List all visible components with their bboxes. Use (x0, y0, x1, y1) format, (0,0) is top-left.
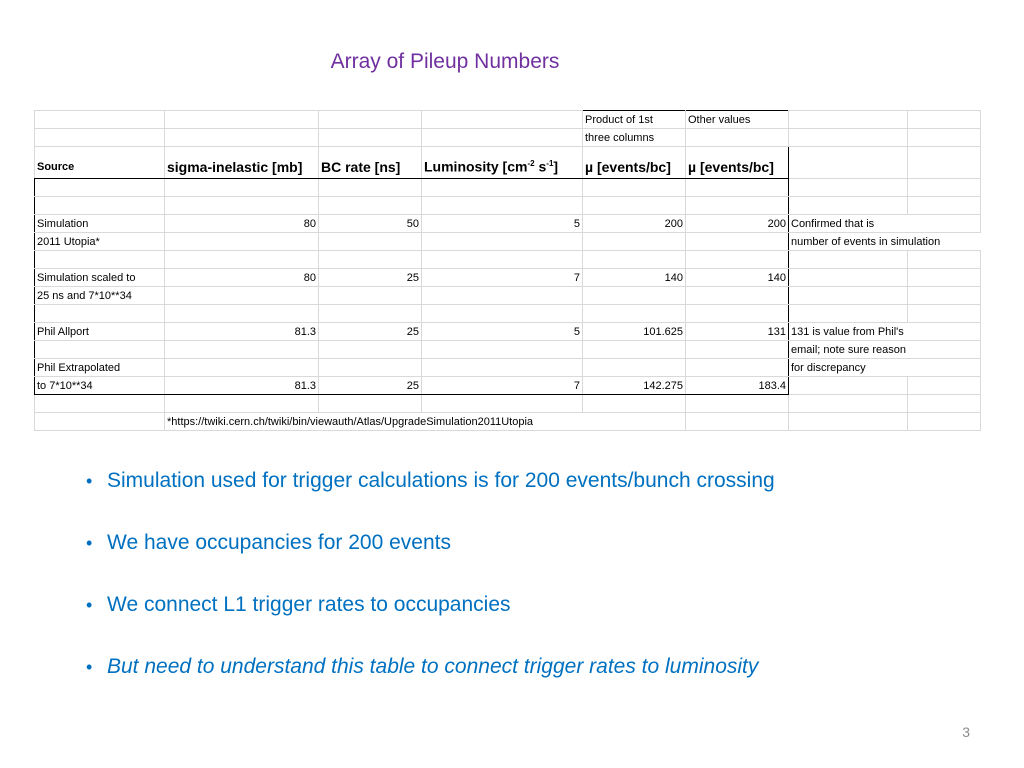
table-row: to 7*10**34 81.3 25 7 142.275 183.4 (35, 377, 981, 395)
pileup-table: Product of 1st Other values three columns Source sigma-inelastic [mb] BC rate [ns] Luminosity [$cm^{-2}$ $s^{-1}$] µ [events/bc] µ [events/bc] Simulation 80 50 5 200 200 Confirmed that is 2011 Utopia* number of events in simulation Simulation scaled to 80 25 7 140 140 25 ns and 7*10**34 Phil Allport 81.3 25 5 101.625 131 131 is value from Phil's email; note sure reason Phil Extrapolated for discrepancy to 7*10**34 81.3 25 7 142.275 183.4 *https://twiki.cern.ch/twiki/bin/viewauth/Atlas/UpgradeSimulation2011Utopia (34, 110, 981, 431)
bullet-list (86, 466, 775, 714)
note-product-1: Product of 1st (583, 111, 686, 129)
bullet-item: • But need to understand this table to connect trigger rates to luminosity (86, 652, 775, 714)
note-product-2: three columns (583, 129, 686, 147)
header-bc-rate: BC rate [ns] (319, 147, 422, 179)
bullet-item: • Simulation used for trigger calculations is for 200 events/bunch crossing (86, 466, 775, 528)
header-mu-other: µ [events/bc] (686, 147, 789, 179)
table-row: 2011 Utopia* number of events in simulation (35, 233, 981, 251)
table-row: Simulation scaled to 80 25 7 140 140 (35, 269, 981, 287)
header-source: Source (35, 147, 165, 179)
table-row: Phil Allport 81.3 25 5 101.625 131 131 is value from Phil's (35, 323, 981, 341)
page-number: 3 (962, 724, 970, 740)
bullet-dot-icon: • (86, 595, 93, 615)
bullet-dot-icon: • (86, 657, 93, 677)
table-row: Simulation 80 50 5 200 200 Confirmed that is (35, 215, 981, 233)
bullet-item: • We have occupancies for 200 events (86, 528, 775, 590)
header-sigma: sigma-inelastic [mb] (165, 147, 319, 179)
bullet-item: • We connect L1 trigger rates to occupancies (86, 590, 775, 652)
bullet-dot-icon: • (86, 533, 93, 553)
slide-title: Array of Pileup Numbers (330, 50, 560, 73)
bullet-dot-icon: • (86, 471, 93, 491)
header-luminosity: Luminosity [$cm^{-2}$ $s^{-1}$] (422, 147, 583, 179)
note-other-values: Other values (686, 111, 789, 129)
table-row: 25 ns and 7*10**34 (35, 287, 981, 305)
table-footnote: *https://twiki.cern.ch/twiki/bin/viewauth/Atlas/UpgradeSimulation2011Utopia (165, 413, 686, 431)
header-mu-product: µ [events/bc] (583, 147, 686, 179)
table-row: Phil Extrapolated for discrepancy (35, 359, 981, 377)
